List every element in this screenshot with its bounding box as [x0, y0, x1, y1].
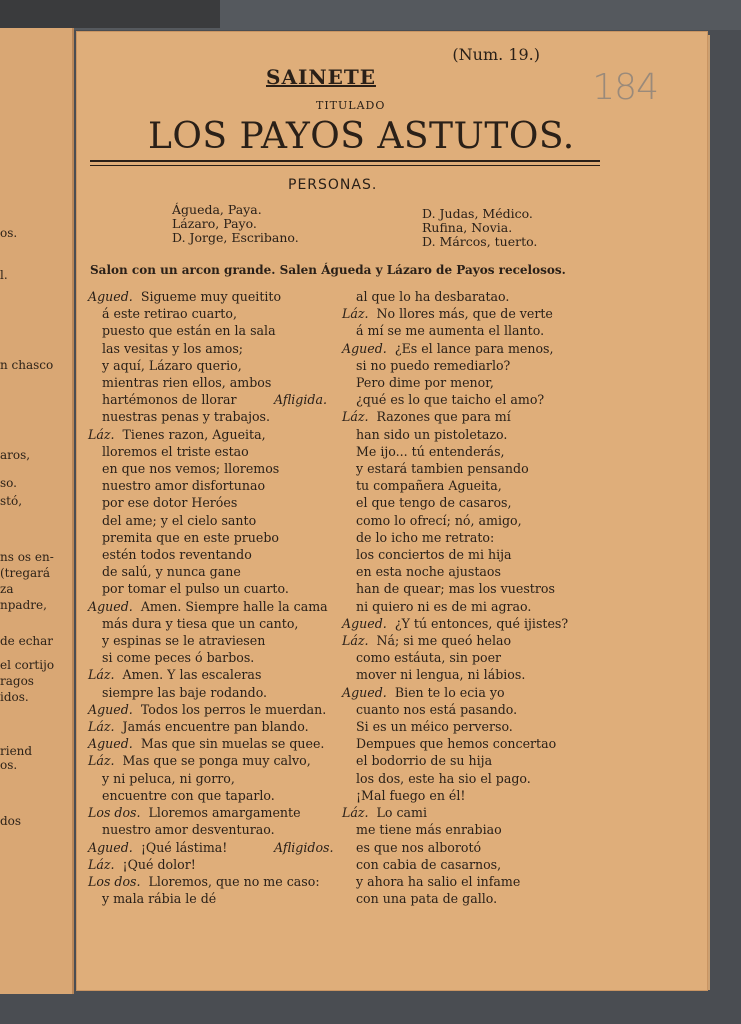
left-page-fragment: za [0, 582, 14, 596]
verse-line [342, 408, 568, 425]
handwritten-page-number: 184 [592, 67, 658, 108]
left-page-fragment: de echar [0, 634, 54, 648]
left-facing-page [0, 28, 74, 994]
verse-line [342, 426, 568, 443]
verse-line [88, 770, 328, 787]
verse-line [342, 391, 568, 408]
verse-text: al que lo ha desbaratao. [356, 289, 510, 304]
verse-text: á mí se me aumenta el llanto. [356, 323, 545, 339]
speaker-label: Agued. [88, 289, 133, 304]
verse-text: Ná; si me queó helao [376, 633, 512, 649]
verse-text: Jamás encuentre pan blando. [122, 719, 309, 735]
verse-text: Bien te lo ecia yo [394, 684, 505, 700]
left-page-fragment: ns os en- [0, 550, 54, 564]
left-page-fragment: n chasco [0, 358, 54, 372]
verse-line [88, 649, 328, 666]
verse-line [88, 563, 328, 580]
verse-line [88, 873, 328, 890]
verse-line [88, 735, 328, 752]
verse-text: y ni peluca, ni gorro, [102, 770, 235, 786]
verse-line [342, 546, 568, 563]
verse-text: ni quiero ni es de mi agrao. [356, 598, 532, 614]
verse-line [88, 701, 328, 718]
verse-text: tu compañera Agueita, [356, 478, 502, 494]
left-page-fragment: idos. [0, 690, 29, 704]
cast-member: D. Márcos, tuerto. [422, 234, 538, 249]
verse-line [88, 821, 328, 838]
verse-line [342, 615, 568, 632]
genre-heading: SAINETE [266, 65, 376, 89]
speaker-label: Láz. [88, 753, 115, 769]
verse-text: han sido un pistoletazo. [356, 426, 508, 442]
verse-line [342, 735, 568, 752]
title-rule-thin [90, 165, 600, 166]
verse-text: Amen. Siempre halle la cama [140, 598, 328, 614]
verse-text: ¿Es el lance para menos, [394, 340, 554, 356]
verse-line [88, 666, 328, 683]
verse-line [88, 632, 328, 649]
verse-line [342, 632, 568, 649]
speaker-label: Agued. [342, 615, 387, 631]
verse-line [88, 288, 328, 305]
verse-line [342, 340, 568, 357]
verse-line [88, 512, 328, 529]
verse-line [88, 615, 328, 632]
verse-line [342, 873, 568, 890]
verse-text: Amen. Y las escaleras [122, 667, 262, 683]
verse-line [342, 512, 568, 529]
speaker-label: Agued. [88, 701, 133, 717]
verse-text: lloremos el triste estao [102, 443, 249, 459]
verse-line [88, 460, 328, 477]
verse-text: y espinas se le atraviesen [102, 633, 266, 649]
verse-line [342, 890, 568, 907]
verse-text: Mas que sin muelas se quee. [140, 736, 325, 752]
speaker-label: Láz. [88, 667, 115, 683]
subtitle: TITULADO [316, 99, 386, 112]
stage-aside: Afligida. [274, 392, 327, 408]
verse-line [342, 804, 568, 821]
left-page-fragment: (tregará [0, 566, 51, 580]
verse-text: de salú, y nunca gane [102, 564, 241, 580]
verse-line [88, 494, 328, 511]
verse-line [342, 839, 568, 856]
verse-text: ¡Qué dolor! [122, 856, 196, 872]
verse-line [342, 684, 568, 701]
verse-text: Tienes razon, Agueita, [122, 426, 266, 442]
verse-text: nuestro amor disfortunao [102, 478, 266, 494]
verse-text: premita que en este pruebo [102, 529, 279, 545]
verse-text: ¡Mal fuego en él! [356, 787, 466, 803]
verse-line [342, 787, 568, 804]
verse-line [88, 839, 334, 856]
verse-line [342, 529, 568, 546]
verse-line [88, 546, 328, 563]
verse-line [342, 322, 568, 339]
verse-text: nuestro amor desventurao. [102, 822, 275, 838]
verse-line [88, 322, 328, 339]
verse-text: hartémonos de llorar [102, 392, 237, 408]
verse-line [88, 529, 328, 546]
verse-text: si no puedo remediarlo? [356, 357, 511, 373]
verse-line [88, 804, 328, 821]
dialogue-column-left [88, 288, 334, 907]
verse-text: Dempues que hemos concertao [356, 736, 557, 752]
verse-text: Mas que se ponga muy calvo, [122, 753, 311, 769]
cast-member: D. Judas, Médico. [422, 206, 533, 221]
verse-text: Lloremos amargamente [148, 805, 301, 821]
verse-text: si come peces ó barbos. [102, 650, 255, 666]
verse-line [88, 890, 328, 907]
verse-line [88, 787, 328, 804]
verse-line [88, 357, 328, 374]
verse-line [342, 477, 568, 494]
speaker-label: Agued. [342, 684, 387, 700]
verse-text: ¡Qué lástima! [140, 839, 228, 855]
scan-shadow [0, 0, 220, 28]
left-page-fragment: el cortijo [0, 658, 55, 672]
page-title: LOS PAYOS ASTUTOS. [148, 116, 575, 157]
left-page-fragment: os. [0, 758, 18, 772]
verse-text: el que tengo de casaros, [356, 495, 512, 511]
verse-text: y aquí, Lázaro querio, [102, 357, 242, 373]
verse-line [342, 288, 568, 305]
left-page-fragment: aros, [0, 448, 31, 462]
verse-text: nuestras penas y trabajos. [102, 409, 271, 425]
speaker-label: Los dos. [88, 873, 141, 889]
verse-text: siempre las baje rodando. [102, 684, 268, 700]
verse-line [342, 752, 568, 769]
verse-line [88, 391, 328, 408]
verse-line [88, 684, 328, 701]
speaker-label: Los dos. [88, 805, 141, 821]
verse-line [342, 649, 568, 666]
dialogue-column-right [342, 288, 568, 907]
verse-line [342, 305, 568, 322]
verse-line [88, 305, 328, 322]
verse-line [88, 374, 328, 391]
verse-text: del ame; y el cielo santo [102, 512, 257, 528]
speaker-label: Agued. [88, 839, 133, 855]
verse-text: en esta noche ajustaos [356, 564, 501, 580]
cast-list-right [422, 207, 537, 249]
verse-line [88, 856, 328, 873]
verse-line [342, 856, 568, 873]
personas-heading: PERSONAS. [288, 177, 378, 193]
verse-line [88, 580, 328, 597]
left-page-fragment: ragos [0, 674, 34, 688]
verse-line [342, 357, 568, 374]
verse-text: es que nos alborotó [356, 839, 482, 855]
issue-number: (Num. 19.) [452, 45, 540, 64]
speaker-label: Láz. [88, 856, 115, 872]
verse-line [342, 494, 568, 511]
speaker-label: Agued. [88, 598, 133, 614]
verse-text: No llores más, que de verte [376, 306, 553, 322]
speaker-label: Láz. [88, 719, 115, 735]
verse-text: Pero dime por menor, [356, 375, 494, 391]
verse-text: encuentre con que taparlo. [102, 787, 275, 803]
verse-text: los conciertos de mi hija [356, 547, 512, 563]
verse-text: como estáuta, sin poer [356, 650, 502, 666]
verse-text: con cabia de casarnos, [356, 856, 502, 872]
speaker-label: Láz. [88, 426, 115, 442]
left-page-fragment: so. [0, 476, 17, 490]
verse-line [342, 598, 568, 615]
verse-text: y estará tambien pensando [356, 461, 529, 477]
verse-line [88, 718, 328, 735]
verse-text: más dura y tiesa que un canto, [102, 615, 299, 631]
book-page [76, 31, 708, 991]
verse-text: por tomar el pulso un cuarto. [102, 581, 289, 597]
stage-direction: Salon con un arcon grande. Salen Águeda y Lázaro de Payos recelosos. [90, 263, 566, 277]
verse-text: el bodorrio de su hija [356, 753, 493, 769]
speaker-label: Láz. [342, 306, 369, 322]
left-page-fragment: riend [0, 744, 33, 758]
verse-line [342, 718, 568, 735]
speaker-label: Láz. [342, 409, 369, 425]
verse-line [342, 443, 568, 460]
verse-line [342, 580, 568, 597]
verse-text: puesto que están en la sala [102, 323, 276, 339]
verse-text: cuanto nos está pasando. [356, 701, 518, 717]
speaker-label: Láz. [342, 633, 369, 649]
verse-line [88, 598, 328, 615]
verse-text: Razones que para mí [376, 409, 511, 425]
verse-line [342, 821, 568, 838]
speaker-label: Agued. [88, 736, 133, 752]
verse-text: y ahora ha salio el infame [356, 873, 521, 889]
speaker-label: Láz. [342, 805, 369, 821]
left-page-fragment: dos [0, 814, 22, 828]
left-page-fragment: npadre, [0, 598, 47, 612]
verse-line [88, 477, 328, 494]
left-page-fragment: os. [0, 226, 18, 240]
verse-text: Lo cami [376, 805, 428, 821]
verse-text: me tiene más enrabiao [356, 822, 502, 838]
verse-line [342, 770, 568, 787]
verse-line [342, 666, 568, 683]
verse-text: Lloremos, que no me caso: [148, 873, 320, 889]
title-rule [90, 160, 600, 162]
verse-text: á este retirao cuarto, [102, 306, 237, 322]
cast-member: Rufina, Novia. [422, 220, 513, 235]
verse-text: de lo icho me retrato: [356, 529, 495, 545]
left-page-fragment: stó, [0, 494, 23, 508]
verse-text: ¿Y tú entonces, qué ijistes? [394, 615, 569, 631]
verse-text: ¿qué es lo que taicho el amo? [356, 392, 545, 408]
verse-line [342, 563, 568, 580]
verse-line [88, 426, 328, 443]
verse-line [88, 752, 328, 769]
verse-text: Me ijo... tú entenderás, [356, 443, 505, 459]
verse-line [88, 408, 328, 425]
verse-text: como lo ofrecí; nó, amigo, [356, 512, 522, 528]
verse-line [88, 340, 328, 357]
verse-text: han de quear; mas los vuestros [356, 581, 555, 597]
cast-member: Águeda, Paya. [172, 202, 262, 217]
verse-text: con una pata de gallo. [356, 891, 498, 907]
cast-list-left [172, 203, 299, 245]
verse-text: por ese dotor Heróes [102, 495, 238, 511]
verse-text: las vesitas y los amos; [102, 340, 244, 356]
cast-member: D. Jorge, Escribano. [172, 230, 299, 245]
verse-text: Todos los perros le muerdan. [140, 701, 327, 717]
verse-text: Si es un méico perverso. [356, 719, 513, 735]
speaker-label: Agued. [342, 340, 387, 356]
verse-text: estén todos reventando [102, 547, 252, 563]
verse-text: mientras rien ellos, ambos [102, 375, 272, 391]
verse-text: Sigueme muy queitito [140, 289, 282, 304]
left-page-fragment: l. [0, 268, 8, 282]
verse-text: los dos, este ha sio el pago. [356, 770, 531, 786]
verse-line [342, 460, 568, 477]
verse-text: y mala rábia le dé [102, 891, 217, 907]
stage-aside: Afligidos. [274, 839, 334, 855]
verse-line [342, 701, 568, 718]
verse-text: mover ni lengua, ni lábios. [356, 667, 526, 683]
verse-line [88, 443, 328, 460]
verse-text: en que nos vemos; lloremos [102, 461, 280, 477]
cast-member: Lázaro, Payo. [172, 216, 257, 231]
verse-line [342, 374, 568, 391]
